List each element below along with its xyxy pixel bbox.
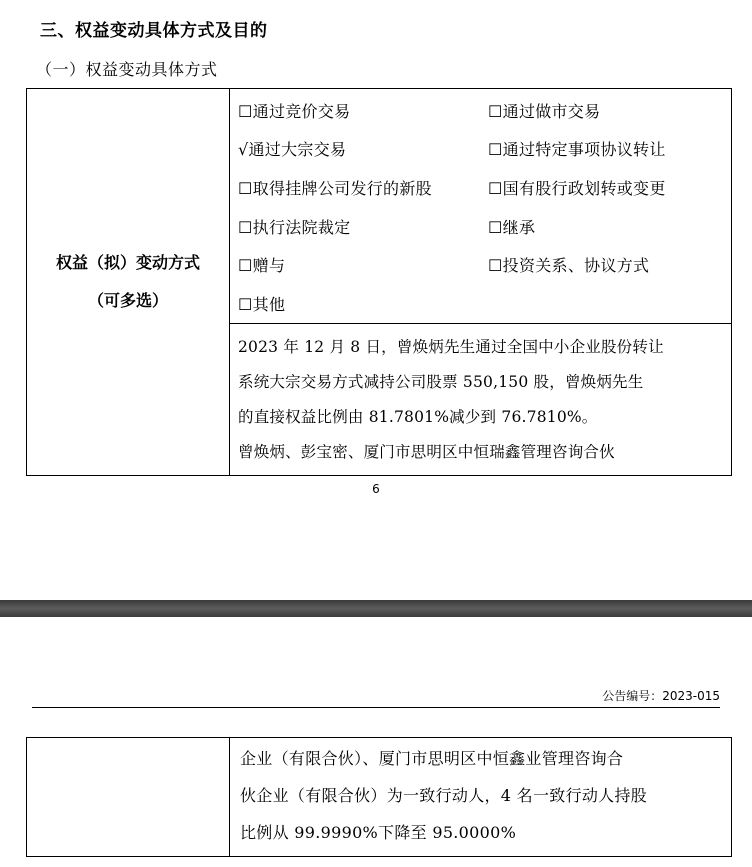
option-new-shares: ☐取得挂牌公司发行的新股 (238, 178, 432, 198)
document-page-2 (0, 617, 752, 867)
option-investment-agreement: ☐投资关系、协议方式 (488, 256, 650, 276)
description-line: 曾焕炳、彭宝密、厦门市思明区中恒瑞鑫管理咨询合伙 (238, 442, 615, 461)
section-title: 三、权益变动具体方式及目的 (40, 21, 268, 41)
option-gift: ☐赠与 (238, 256, 286, 276)
change-method-options (230, 89, 732, 324)
option-inheritance: ☐继承 (488, 217, 536, 237)
option-block-trade: √通过大宗交易 (238, 140, 347, 160)
option-other: ☐其他 (238, 294, 286, 314)
option-row (238, 130, 731, 169)
option-row (238, 91, 731, 130)
description-line: 伙企业（有限合伙）为一致行动人，4 名一致行动人持股 (240, 786, 648, 805)
equity-change-table-continued (26, 737, 732, 857)
empty-label-cell (27, 738, 230, 857)
change-description (230, 323, 732, 475)
page-number: 6 (372, 482, 380, 496)
option-specific-agreement-transfer: ☐通过特定事项协议转让 (488, 140, 666, 160)
option-court-ruling: ☐执行法院裁定 (238, 217, 351, 237)
multi-select-note: （可多选） (87, 290, 168, 310)
description-line: 企业（有限合伙）、厦门市思明区中恒鑫业管理咨询合 (240, 749, 624, 768)
header-rule (32, 707, 720, 708)
page-separator (0, 600, 752, 617)
option-competitive-bidding: ☐通过竞价交易 (238, 101, 351, 121)
option-row (238, 284, 731, 323)
option-state-share-transfer: ☐国有股行政划转或变更 (488, 178, 666, 198)
option-row (238, 245, 731, 284)
option-row (238, 207, 731, 246)
option-market-making: ☐通过做市交易 (488, 101, 601, 121)
change-description-continued (230, 738, 732, 857)
description-line: 系统大宗交易方式减持公司股票 550,150 股，曾焕炳先生 (238, 372, 644, 391)
change-method-label-cell (27, 89, 230, 476)
announcement-number: 公告编号：2023-015 (602, 689, 720, 703)
description-line: 比例从 99.9990%下降至 95.0000% (240, 823, 517, 842)
description-line: 的直接权益比例由 81.7801%减少到 76.7810%。 (238, 407, 598, 426)
change-method-label: 权益（拟）变动方式 (55, 252, 200, 272)
subsection-title: （一）权益变动具体方式 (36, 60, 218, 79)
option-row (238, 168, 731, 207)
equity-change-table (26, 88, 732, 476)
description-line: 2023 年 12 月 8 日，曾焕炳先生通过全国中小企业股份转让 (238, 337, 664, 356)
